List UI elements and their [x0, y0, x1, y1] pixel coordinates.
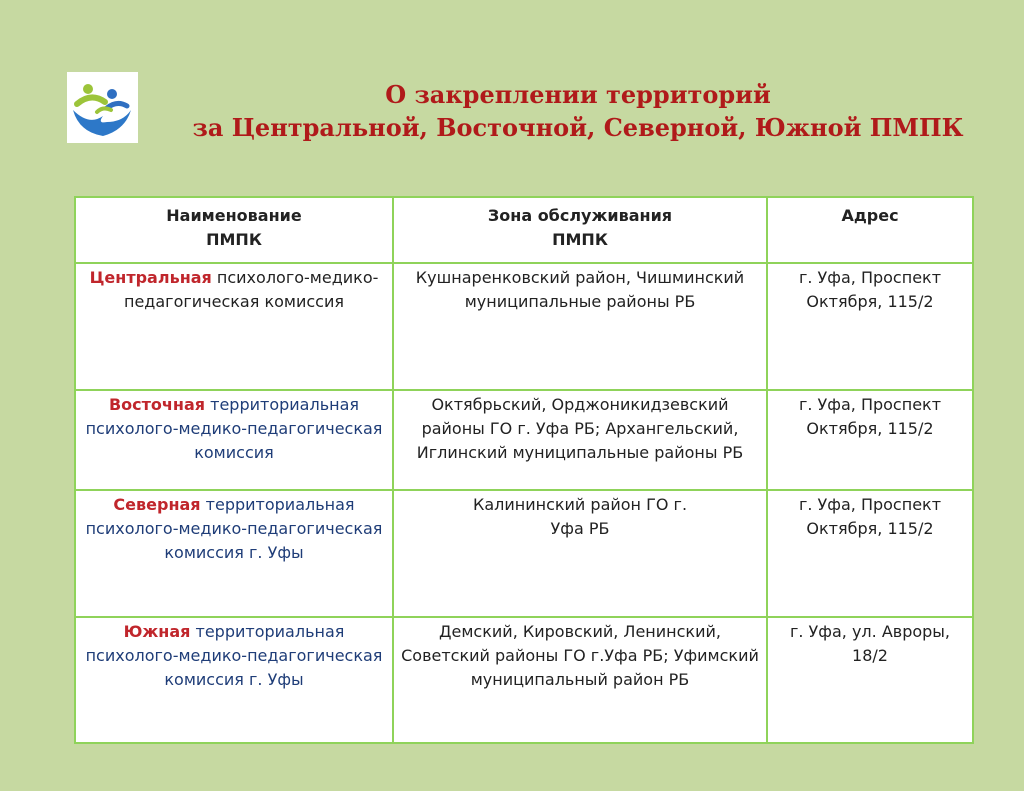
table-row	[75, 617, 973, 743]
header-row	[75, 197, 973, 263]
page-title	[150, 78, 1006, 144]
table-row	[75, 390, 973, 490]
title-line-1: О закреплении территорий	[385, 80, 771, 109]
cell-zone: Демский, Кировский, Ленинский, Советский районы ГО г.Уфа РБ; Уфимский муниципальный район РБ	[393, 617, 767, 743]
header-address: Адрес	[767, 197, 973, 263]
family-heart-logo-icon	[67, 72, 138, 143]
table-row	[75, 263, 973, 390]
header-name: Наименование ПМПК	[75, 197, 393, 263]
cell-name: Северная территориальная психолого-медико-педагогическая комиссия г. Уфы	[75, 490, 393, 617]
cell-address: г. Уфа, Проспект Октября, 115/2	[767, 263, 973, 390]
cell-address: г. Уфа, Проспект Октября, 115/2	[767, 490, 973, 617]
cell-zone: Октябрьский, Орджоникидзевский районы ГО г. Уфа РБ; Архангельский, Иглинский муниципальные районы РБ	[393, 390, 767, 490]
header-zone: Зона обслуживания ПМПК	[393, 197, 767, 263]
organization-logo	[67, 72, 138, 143]
cell-name: Южная территориальная психолого-медико-педагогическая комиссия г. Уфы	[75, 617, 393, 743]
title-line-2: за Центральной, Восточной, Северной, Южной ПМПК	[192, 113, 964, 142]
cell-zone: Калининский район ГО г. Уфа РБ	[393, 490, 767, 617]
cell-name: Центральная психолого-медико-педагогическая комиссия	[75, 263, 393, 390]
cell-address: г. Уфа, ул. Авроры, 18/2	[767, 617, 973, 743]
cell-zone: Кушнаренковский район, Чишминский муниципальные районы РБ	[393, 263, 767, 390]
territory-table	[74, 196, 974, 744]
cell-address: г. Уфа, Проспект Октября, 115/2	[767, 390, 973, 490]
cell-name: Восточная территориальная психолого-медико-педагогическая комиссия	[75, 390, 393, 490]
table-row	[75, 490, 973, 617]
